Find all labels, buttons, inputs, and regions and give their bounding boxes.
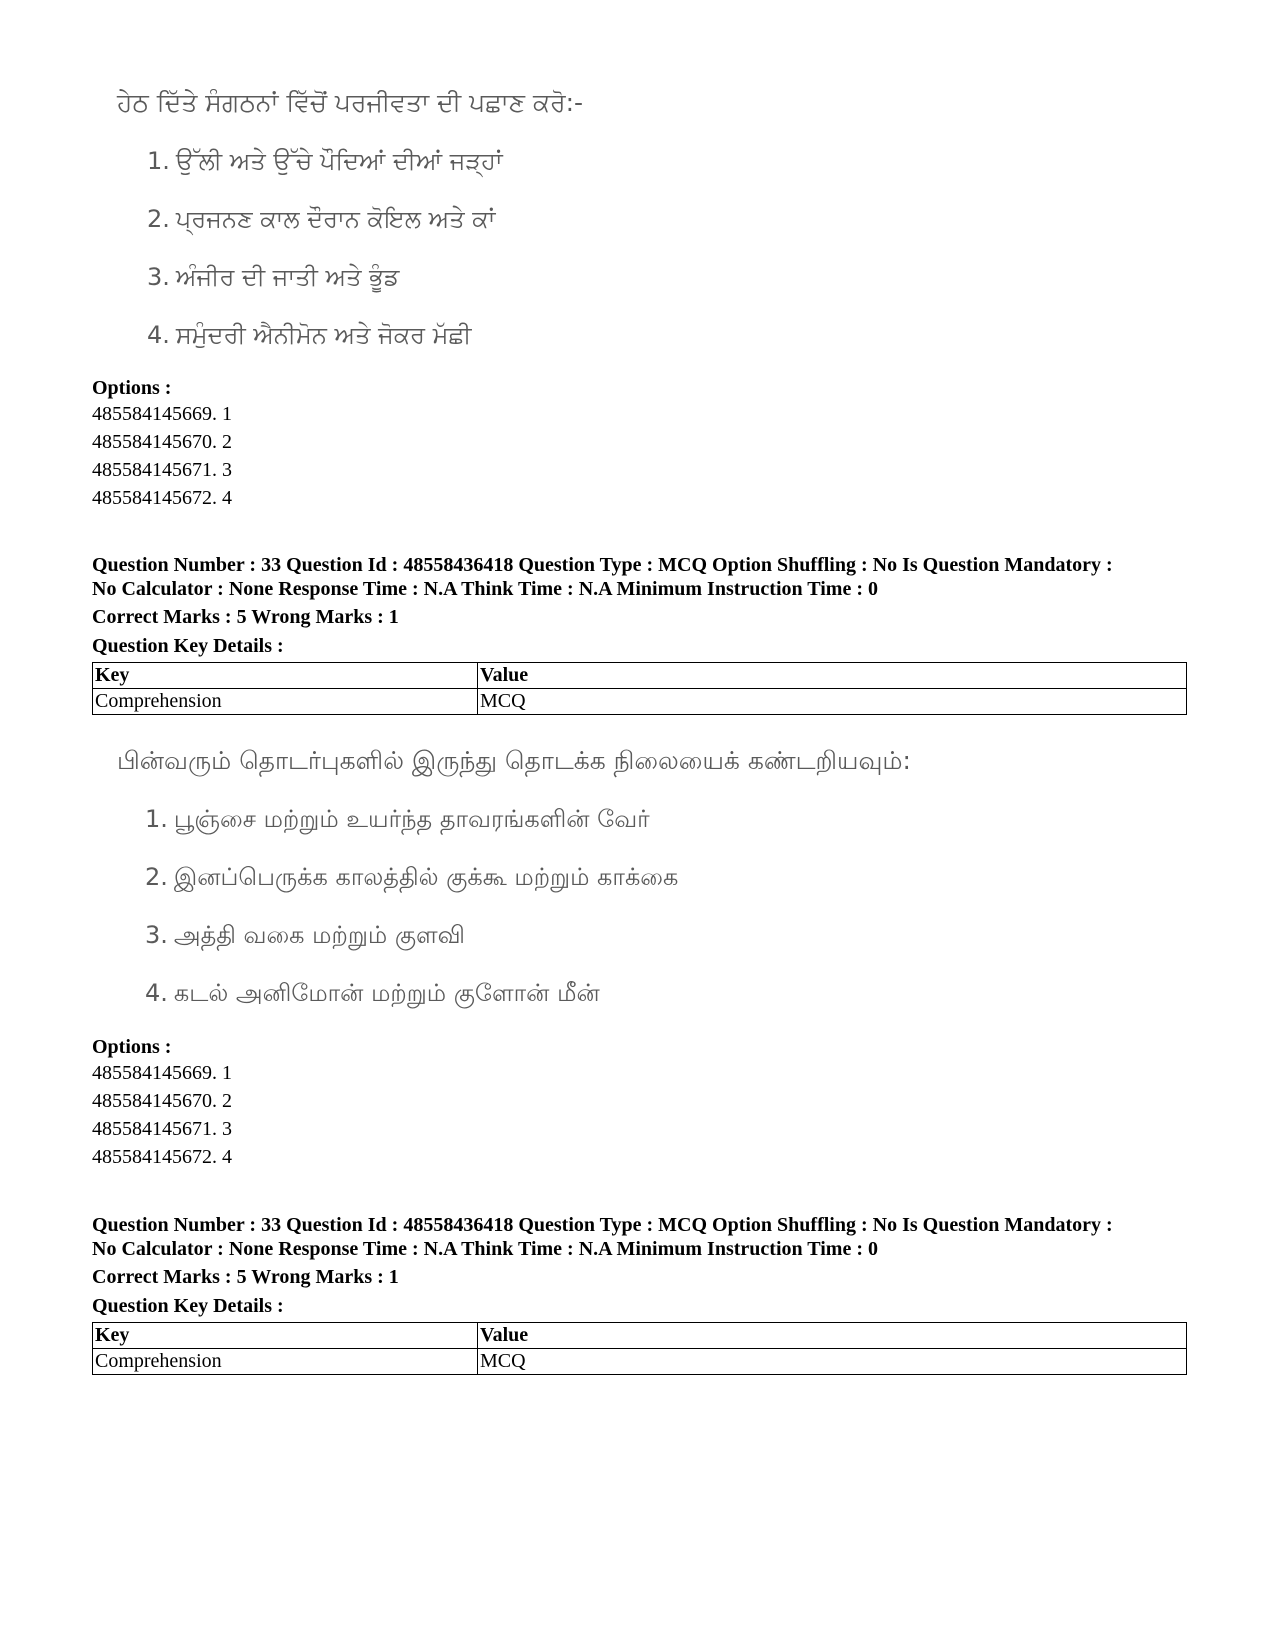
question-item: 2. ਪ੍ਰਜਨਣ ਕਾਲ ਦੌਰਾਨ ਕੋਇਲ ਅਤੇ ਕਾਂ [147,205,496,233]
question-meta-line2: No Calculator : None Response Time : N.A Think Time : N.A Minimum Instruction Time : 0 [92,1238,878,1260]
option-item: 485584145669. 1 [92,403,232,425]
table-header-row [93,1323,1187,1349]
table-header-key: Key [93,663,478,689]
table-row [93,1349,1187,1375]
table-cell-value: MCQ [478,689,1187,715]
question-item: 2. இனப்பெருக்க காலத்தில் குக்கூ மற்றும் காக்கை [145,863,679,891]
option-item: 485584145671. 3 [92,459,232,481]
question-item: 4. கடல் அனிமோன் மற்றும் குளோன் மீன் [145,979,600,1007]
question-marks: Correct Marks : 5 Wrong Marks : 1 [92,1266,399,1288]
table-header-key: Key [93,1323,478,1349]
question-items [147,146,583,350]
table-header-value: Value [478,663,1187,689]
punjabi-question-image [117,88,583,350]
table-header-row [93,663,1187,689]
option-item: 485584145670. 2 [92,1090,232,1112]
question-item: 3. ਅੰਜੀਰ ਦੀ ਜਾਤੀ ਅਤੇ ਭੂੰਡ [147,263,400,291]
question-item: 4. ਸਮੁੰਦਰੀ ਐਨੀਮੋਨ ਅਤੇ ਜੋਕਰ ਮੱਛੀ [147,321,472,349]
options-label: Options : [92,377,172,399]
table-row [93,689,1187,715]
question-stem: பின்வரும் தொடர்புகளில் இருந்து தொடக்க நிலையைக் கண்டறியவும்: [117,746,911,775]
options-list [92,400,232,512]
question-meta-line1: Question Number : 33 Question Id : 48558436418 Question Type : MCQ Option Shuffling : No Is Question Mandatory : [92,1214,1113,1236]
table-cell-key: Comprehension [93,689,478,715]
question-marks: Correct Marks : 5 Wrong Marks : 1 [92,606,399,628]
tamil-question-image [117,746,911,1008]
question-item: 1. ਉੱਲੀ ਅਤੇ ਉੱਚੇ ਪੌਦਿਆਂ ਦੀਆਂ ਜੜ੍ਹਾਂ [147,147,503,175]
question-meta-line2: No Calculator : None Response Time : N.A Think Time : N.A Minimum Instruction Time : 0 [92,578,878,600]
question-key-table [92,662,1187,715]
option-item: 485584145669. 1 [92,1062,232,1084]
table-header-value: Value [478,1323,1187,1349]
question-item: 3. அத்தி வகை மற்றும் குளவி [145,921,465,949]
option-item: 485584145671. 3 [92,1118,232,1140]
question-key-details-label: Question Key Details : [92,635,284,657]
option-item: 485584145670. 2 [92,431,232,453]
table-cell-key: Comprehension [93,1349,478,1375]
options-label: Options : [92,1036,172,1058]
table-cell-value: MCQ [478,1349,1187,1375]
option-item: 485584145672. 4 [92,1146,232,1168]
question-key-table [92,1322,1187,1375]
question-items [145,804,911,1008]
option-item: 485584145672. 4 [92,487,232,509]
options-list [92,1059,232,1171]
question-item: 1. பூஞ்சை மற்றும் உயர்ந்த தாவரங்களின் வேர் [145,805,650,833]
question-key-details-label: Question Key Details : [92,1295,284,1317]
question-meta-line1: Question Number : 33 Question Id : 48558436418 Question Type : MCQ Option Shuffling : No Is Question Mandatory : [92,554,1113,576]
question-stem: ਹੇਠ ਦਿੱਤੇ ਸੰਗਠਨਾਂ ਵਿੱਚੋਂ ਪਰਜੀਵਤਾ ਦੀ ਪਛਾਣ ਕਰੋ:- [117,88,584,117]
